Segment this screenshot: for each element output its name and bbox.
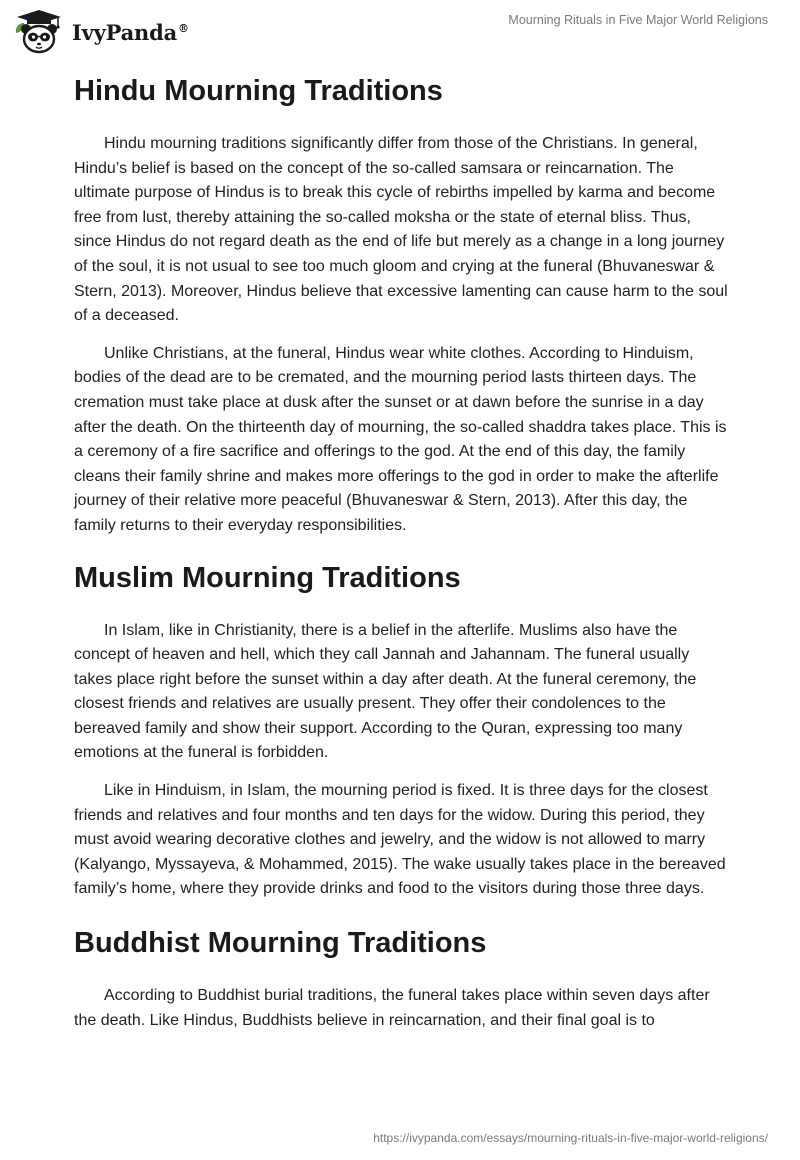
panda-logo-icon [14, 9, 64, 55]
section-heading-muslim: Muslim Mourning Traditions [74, 561, 461, 594]
essay-content [74, 68, 730, 1033]
source-url-link[interactable]: https://ivypanda.com/essays/mourning-rituals-in-five-major-world-religions/ [373, 1131, 768, 1145]
section-heading-buddhist: Buddhist Mourning Traditions [74, 927, 487, 960]
ivypanda-logo[interactable] [14, 9, 189, 55]
paragraph: In Islam, like in Christianity, there is a belief in the afterlife. Muslims also have the concept of heaven and hell, which they call Jannah and Jahannam. The funeral usually takes place right before the sunset within a day after death. At the funeral ceremony, the closest friends and relatives are usually present. They offer their condolences to the bereaved family and show their support. According to the Quran, expressing too many emotions at the funeral is forbidden. [74, 621, 697, 762]
document-title: Mourning Rituals in Five Major World Religions [508, 13, 768, 27]
paragraph: Like in Hinduism, in Islam, the mourning period is fixed. It is three days for the closest friends and relatives and four months and ten days for the widow. During this period, they must avoid wearing decorative clothes and jewelry, and the widow is not allowed to marry (Kalyango, Myssayeva, & Mohammed, 2015). The wake usually takes place in the bereaved family’s home, where they provide drinks and food to the visitors during those three days. [74, 782, 726, 898]
paragraph: Unlike Christians, at the funeral, Hindus wear white clothes. According to Hinduism, bodies of the dead are to be cremated, and the mourning period lasts thirteen days. The cremation must take place at dusk after the sunset or at dawn before the sunrise in a day after the death. On the thirteenth day of mourning, the so-called shaddra takes place. This is a ceremony of a fire sacrifice and offerings to the god. At the end of this day, the family cleans their family shrine and makes more offerings to the god in order to make the afterlife journey of their relative more peaceful (Bhuvaneswar & Stern, 2013). After this day, the family returns to their everyday responsibilities. [74, 344, 727, 534]
paragraph: Hindu mourning traditions significantly differ from those of the Christians. In general, Hindu’s belief is based on the concept of the so-called samsara or reincarnation. The ultimate purpose of Hindus is to break this cycle of rebirths impelled by karma and become free from lust, thereby attaining the so-called moksha or the state of eternal bliss. Thus, since Hindus do not regard death as the end of life but merely as a change in a long journey of the soul, it is not usual to see too much gloom and crying at the funeral (Bhuvaneswar & Stern, 2013). Moreover, Hindus believe that excessive lamenting can cause harm to the soul of a deceased. [74, 135, 728, 325]
section-heading-hindu: Hindu Mourning Traditions [74, 75, 443, 107]
paragraph: According to Buddhist burial traditions, the funeral takes place within seven days after the death. Like Hindus, Buddhists believe in reincarnation, and their final goal is to [74, 987, 710, 1029]
page-header [0, 0, 800, 60]
registered-mark: ® [178, 21, 189, 35]
brand-name: IvyPanda [72, 19, 178, 45]
logo-wordmark [72, 20, 189, 45]
